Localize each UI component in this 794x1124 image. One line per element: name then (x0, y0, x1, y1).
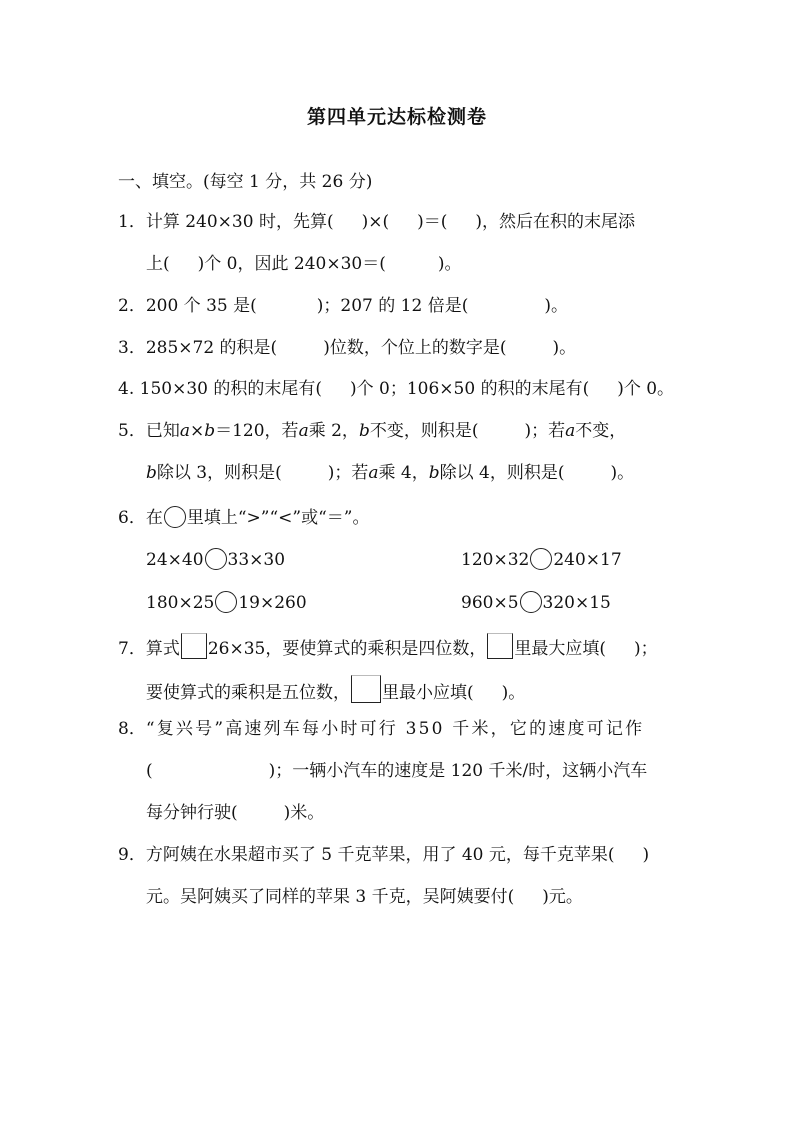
text: )。 (552, 338, 577, 358)
text: 33×30 (227, 550, 286, 570)
text: 元。吴阿姨买了同样的苹果 3 千克，吴阿姨要付( (146, 887, 515, 907)
text: 285×72 的积是( (145, 338, 278, 358)
question-5-line-2 (146, 461, 634, 485)
text: 已知 (145, 421, 180, 441)
variable-a: a (565, 421, 576, 441)
question-number: 2． (118, 296, 146, 316)
text: 除以 4，则积是( (439, 463, 565, 483)
variable-b: b (204, 421, 216, 441)
question-number: 7． (118, 639, 146, 659)
variable-a: a (179, 421, 190, 441)
question-number: 8． (118, 719, 146, 739)
question-8-line-3 (146, 801, 324, 825)
question-8-line-2 (146, 759, 647, 783)
question-5-line-1 (118, 419, 626, 443)
text: 19×260 (238, 593, 307, 613)
text: ( (146, 761, 153, 781)
square-blank-icon[interactable] (181, 633, 207, 659)
text: )＝( (417, 212, 448, 232)
text: 240×17 (553, 550, 622, 570)
text: 除以 3，则积是( (156, 463, 282, 483)
text: 在 (145, 508, 163, 528)
text: 960×5 (461, 593, 519, 613)
text: )；若 (524, 421, 566, 441)
compare-item (461, 591, 611, 615)
circle-blank-icon[interactable] (520, 591, 542, 613)
text: “复兴号”高速列车每小时可行 350 千米，它的速度可记作 (145, 719, 645, 739)
question-number: 3． (118, 338, 146, 358)
text: 4. 150×30 的积的末尾有( (118, 379, 322, 399)
question-8-line-1 (118, 717, 644, 741)
variable-b: b (358, 421, 370, 441)
compare-item (146, 591, 307, 615)
text: )元。 (542, 887, 583, 907)
square-blank-icon[interactable] (351, 675, 381, 703)
text: 方阿姨在水果超市买了 5 千克苹果，用了 40 元，每千克苹果( (145, 845, 615, 865)
question-number: 1． (118, 212, 146, 232)
text: )。 (437, 254, 462, 274)
circle-blank-icon[interactable] (205, 548, 227, 570)
question-9-line-1 (118, 843, 649, 867)
text: )。 (610, 463, 635, 483)
text: )×( (361, 212, 390, 232)
text: 不变，则积是( (369, 421, 479, 441)
text: ) (642, 845, 650, 865)
question-1-line-1 (118, 210, 635, 234)
variable-a: a (298, 421, 309, 441)
text: 200 个 35 是( (145, 296, 257, 316)
text: 上( (146, 254, 170, 274)
variable-b: b (428, 463, 440, 483)
compare-item (461, 548, 622, 572)
circle-blank-icon[interactable] (164, 506, 186, 528)
text: 不变， (575, 421, 627, 441)
text: 320×15 (542, 593, 611, 613)
question-6 (118, 506, 369, 530)
text: )个 0。 (617, 379, 675, 399)
text: )；207 的 12 倍是( (316, 296, 469, 316)
question-1-line-2 (146, 252, 462, 276)
text: 里最大应填( (514, 639, 606, 659)
text: )；若 (327, 463, 369, 483)
question-number: 5． (118, 421, 146, 441)
section-heading: 一、填空。(每空 1 分，共 26 分) (118, 172, 373, 192)
variable-a: a (368, 463, 379, 483)
compare-item (146, 548, 285, 572)
text: )米。 (283, 803, 325, 823)
text: 里填上“>”“<”或“＝”。 (186, 508, 370, 528)
text: 24×40 (146, 550, 204, 570)
text: 180×25 (146, 593, 215, 613)
variable-b: b (146, 463, 157, 483)
question-7-line-2 (146, 675, 525, 705)
text: )。 (501, 683, 526, 703)
text: 里最小应填( (382, 683, 474, 703)
text: 要使算式的乘积是五位数， (146, 683, 350, 703)
text: 26×35，要使算式的乘积是四位数， (207, 639, 487, 659)
text: )； (633, 639, 658, 659)
question-number: 9． (118, 845, 146, 865)
question-4 (118, 377, 674, 401)
text: )，然后在积的末尾添 (475, 212, 636, 232)
text: 算式 (145, 639, 180, 659)
text: )。 (544, 296, 568, 316)
text: 每分钟行驶( (146, 803, 238, 823)
text: × (189, 421, 205, 441)
text: 乘 4， (378, 463, 429, 483)
circle-blank-icon[interactable] (530, 548, 552, 570)
question-3 (118, 336, 576, 360)
question-7-line-1 (118, 633, 658, 661)
text: )个 0；106×50 的积的末尾有( (349, 379, 590, 399)
question-2 (118, 294, 568, 318)
text: ＝120，若 (215, 421, 299, 441)
square-blank-icon[interactable] (487, 633, 513, 659)
text: 乘 2， (308, 421, 359, 441)
circle-blank-icon[interactable] (215, 591, 237, 613)
text: 120×32 (461, 550, 530, 570)
question-9-line-2 (146, 885, 583, 909)
question-number: 6． (118, 508, 146, 528)
text: 计算 240×30 时，先算( (145, 212, 334, 232)
page-title: 第四单元达标检测卷 (306, 106, 487, 128)
text: )个 0，因此 240×30＝( (197, 254, 386, 274)
text: )位数，个位上的数字是( (323, 338, 507, 358)
text: )；一辆小汽车的速度是 120 千米/时，这辆小汽车 (268, 761, 648, 781)
